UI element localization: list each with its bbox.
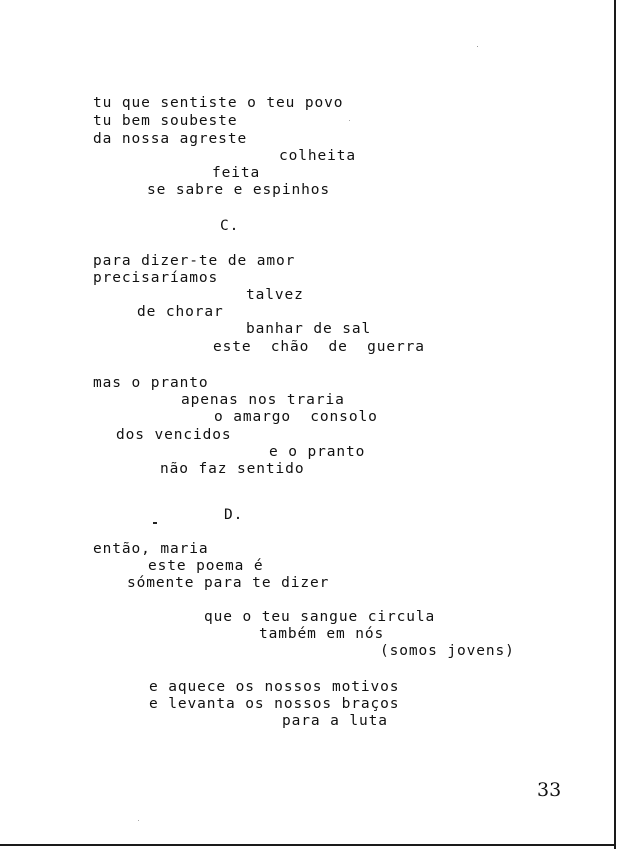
poem-line: de chorar — [137, 304, 224, 320]
poem-line: se sabre e espinhos — [147, 182, 330, 198]
poem-line: não faz sentido — [160, 461, 305, 477]
poem-line: sómente para te dizer — [127, 575, 330, 591]
section-heading: D. — [224, 507, 244, 523]
poem-line: colheita — [279, 148, 357, 164]
poem-line: tu bem soubeste — [93, 113, 238, 129]
poem-line: tu que sentiste o teu povo — [93, 95, 344, 111]
poem-line: então, maria — [93, 541, 209, 557]
poem-line: este chão de guerra — [213, 339, 425, 355]
scan-speck — [477, 46, 478, 47]
poem-line: e levanta os nossos braços — [149, 696, 400, 712]
poem-line: talvez — [246, 287, 304, 303]
poem-line: o amargo consolo — [214, 409, 378, 425]
ink-speck — [153, 522, 157, 524]
poem-line: e aquece os nossos motivos — [149, 679, 400, 695]
poem-line: dos vencidos — [116, 427, 232, 443]
poem-line: para dizer-te de amor — [93, 253, 296, 269]
poem-line: apenas nos traria — [181, 392, 345, 408]
poem-line: feita — [212, 165, 261, 181]
poem-line: precisaríamos — [93, 270, 219, 286]
page-edge-right — [614, 0, 616, 849]
poem-line: este poema é — [148, 558, 264, 574]
poem-line: (somos jovens) — [380, 643, 515, 659]
page-number: 33 — [537, 779, 562, 801]
page-edge-bottom — [0, 844, 616, 846]
poem-line: que o teu sangue circula — [204, 609, 436, 625]
poem-line: mas o pranto — [93, 375, 209, 391]
poem-line: também em nós — [259, 626, 385, 642]
poem-line: e o pranto — [269, 444, 366, 460]
section-heading: C. — [220, 218, 240, 234]
poem-line: da nossa agreste — [93, 131, 248, 147]
scan-speck — [138, 820, 139, 821]
poem-line: banhar de sal — [246, 321, 372, 337]
scan-speck — [349, 120, 350, 121]
poem-line: para a luta — [282, 713, 388, 729]
